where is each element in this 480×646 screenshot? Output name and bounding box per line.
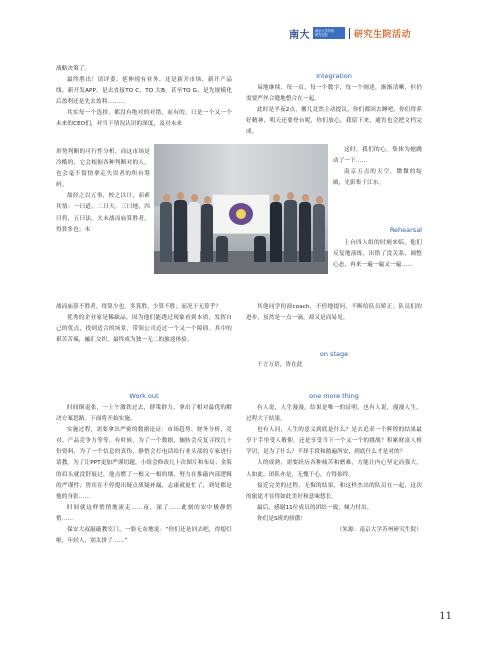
left-paragraph: 优秀的企业家是稀缺品，因为他们能透过现象看到本质，发挥自己的优点，找到适合的场景，带领公司迈过一个又一个障碍。其中的艰苦苦辣，融汇交织，最终成为独一无二的旅途体验。 — [56, 315, 232, 344]
left-paragraph: 时间就这样悄悄地流走……夜，深了……此刻的安中极静悄悄…… — [56, 504, 232, 522]
left-paragraph: 形势判断的可行性分析。而这市场是冷酷的，它会根据各种判断对的人，也会毫不留情拿走失误者的所有筹码。 — [56, 149, 150, 189]
right-paragraph: 上台四人组的时刻来临，他们反复地演练，出错了没关系，调整心态，再来一遍一遍又一遍…… — [333, 240, 422, 269]
section-title: 研究生院活动 — [354, 29, 412, 40]
person-figure — [313, 204, 325, 262]
person-head — [316, 196, 323, 204]
right-paragraph: 千言万语，皆在此 — [257, 362, 303, 368]
person-figure — [216, 236, 228, 262]
left-paragraph: 其实每一个选择，都没有绝对的对错，而有的，只是一个又一个未来的CEO们，对当下情况认识的深度，及对未来 — [56, 110, 232, 128]
school-name: 南大 — [289, 29, 310, 41]
person-head — [191, 194, 198, 202]
left-paragraph: 最终胜出！请评委、延伸现有业务、还是新开市场、新开产品线、新开发APP，是去直接TO C，TO 大B，甚至TO G，是先规模化后盈利还是先去盈利……… — [56, 77, 232, 106]
right-paragraph: 南京五点的天空，微微的绽破，光影集于江东。 — [333, 169, 422, 187]
integration-wrap — [333, 145, 422, 189]
school-badge — [313, 27, 345, 39]
right-paragraph: 这时，我们的心，集体为她跳动了一下…… — [333, 147, 422, 165]
banner-logo — [229, 203, 253, 225]
person-head — [177, 192, 184, 200]
person-figure — [201, 204, 213, 262]
left-column-after — [56, 302, 232, 346]
running-header — [289, 26, 411, 40]
person-figure — [160, 202, 172, 262]
page-number: 11 — [439, 611, 452, 622]
right-paragraph: 有人说，人生漫漫，结果是唯一的证明，也有人说，漫漫人生，过程大于结果。 — [246, 405, 422, 423]
left-paragraph: 时间倒退张，一上午激铁过去，群策群力，拿出了相对最优的解决方案思路。下面将开始实施。 — [56, 405, 232, 423]
integration-body — [246, 83, 422, 138]
right-paragraph: 人的成熟，需要经历各种痛苦和磨难，方能让内心坚定而强大，人如此，团队亦是，无愧于心，方得始终。 — [246, 460, 422, 478]
header-separator — [349, 28, 350, 39]
right-paragraph: 最后，感谢11位成员的团结一致，倾力付出。 — [257, 504, 373, 511]
right-paragraph: 接近完美的过程，无悔的结果，和这样杰出的队员在一起，这次的旅途才显得如此美好和意味悠长。 — [246, 482, 422, 500]
person-figure — [254, 236, 266, 262]
rehearsal-heading: Rehearsal — [389, 226, 422, 234]
person-figure — [188, 202, 200, 262]
person-head — [273, 194, 280, 202]
person-head — [287, 192, 294, 200]
left-column-top — [56, 64, 232, 131]
right-paragraph: 易地继续，每一页，每一个数字，每一个阐述，渐渐清晰，但仍需要严丝合缝地整合在一起。 — [246, 85, 422, 103]
on-stage-body — [246, 360, 422, 371]
badge-line-1: 南京大学苏州 — [315, 29, 335, 33]
person-head — [163, 194, 170, 202]
one-more-thing-body — [246, 403, 422, 536]
person-figure — [299, 202, 311, 262]
left-column-wrap — [56, 147, 150, 236]
on-stage-heading: on stage — [319, 350, 349, 358]
group-photo — [154, 144, 328, 274]
person-head — [204, 196, 211, 204]
person-head — [302, 194, 309, 202]
left-paragraph: 实施过程，需要拿出严密的数据论证：市场趋势、财务分析、竞对、产品竞争力等等，有时候，为了一个数据，辗转会反复寻找几十份资料，为了一个信息的真伪，静悄会打电话给行业头部的专家进行请教。为了让PPT更加严谨切题，小组会修改几十次图片和布局；金海的眉头就没舒展过，他点燃了一根又一根的烟，努力在推敲内部逻辑的严谨性；曾宾在不停提出疑点质疑补漏，志康就更忙了，到处都是他的身影…… — [56, 427, 232, 500]
photo-banner — [212, 194, 270, 234]
one-more-thing-heading: one more thing — [309, 392, 359, 400]
right-paragraph: 此时是半夜2点，馨儿竟然主动提议，你们都回去睡吧，你们得养好精神，明天还要登台呢，你们放心，我留下来，通宵也会把文档完成。 — [246, 107, 422, 136]
right-paragraph: 也有人问，人生的意义到底是什么？是去追求一个辉煌的结果最享于手里受人敬仰，还是享受当下一个又一个的挑战？积累财富人格学识，是为了什么？不择手段和踏遍所安，到底什么才是对的？ — [246, 427, 422, 456]
integration-heading: Integration — [316, 72, 352, 80]
rehearsal-after — [246, 302, 422, 324]
badge-line-2: 研究生院 — [315, 33, 328, 37]
person-figure — [284, 200, 297, 262]
author-signature: （朱源：南京大学苏州研究生院） — [336, 527, 422, 534]
right-paragraph: 你们是S班的骄傲！ — [257, 515, 307, 522]
person-figure — [270, 202, 282, 262]
right-paragraph: 其他同学扮演coach，不停地提问，不断给队员矫正。队员们的进步，虽然是一点一滴，却又是而易见。 — [246, 304, 422, 322]
work-out-body — [56, 403, 232, 547]
left-paragraph: 战而庙算不胜者，得算少也。多算胜，少算不胜；而况于无算乎？ — [56, 304, 222, 310]
left-paragraph: 保安大叔敲敲教室门，一脸无奈地说：“你们还是回去吧，得熄灯啦，年轻人，别太拼了……” — [56, 527, 232, 545]
rehearsal-wrap — [333, 238, 422, 271]
work-out-heading: Work out — [129, 392, 159, 400]
person-figure — [174, 200, 187, 262]
left-paragraph: 故经之以五事，校之以计，而索其情：一曰道，二曰天，三曰地，四曰将，五曰法。夫未战而庙算胜者，得算多也；未 — [56, 193, 150, 233]
left-paragraph: 战略决策了。 — [56, 66, 91, 72]
